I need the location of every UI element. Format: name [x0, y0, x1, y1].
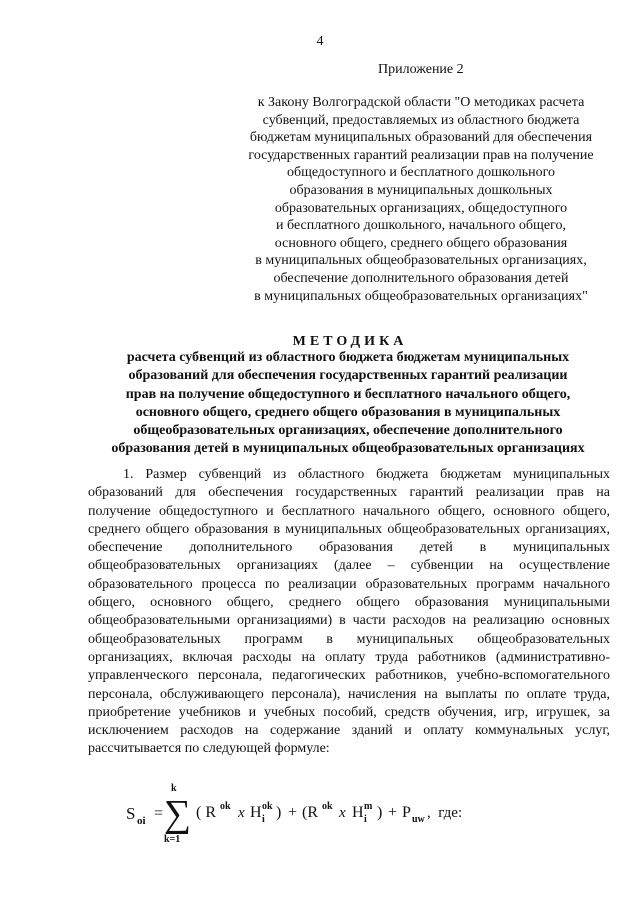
appendix-reference-line: и бесплатного дошкольного, начального общего,: [276, 218, 566, 234]
appendix-reference: [232, 94, 610, 305]
subtitle-line: общеобразовательных организациях, обеспечение дополнительного: [133, 423, 563, 439]
formula-sum-lower: k=1: [164, 834, 181, 845]
formula-term1-h-sup: ok: [262, 801, 273, 812]
appendix-reference-line: образовательных организациях, общедоступного: [274, 200, 568, 216]
formula-lhs-sub: oi: [137, 815, 146, 827]
subtitle-line: расчета субвенций из областного бюджета бюджетам муниципальных: [126, 350, 570, 365]
formula-term2-h-sub: i: [364, 814, 367, 825]
formula-p-sub: uw: [412, 814, 425, 825]
appendix-reference-line: основного общего, среднего общего образования: [274, 235, 568, 251]
appendix-reference-line: государственных гарантий реализации прав на получение: [248, 147, 594, 163]
formula-equals: =: [154, 805, 164, 822]
formula-lhs: S: [126, 804, 136, 823]
subtitle-line: прав на получение общедоступного и бесплатного начального общего,: [125, 386, 571, 402]
formula-term2-times: x: [339, 805, 346, 821]
formula: [124, 780, 564, 850]
formula-term1-open: ( R: [196, 804, 216, 821]
subtitle-line: образования детей в муниципальных общеобразовательных организациях: [111, 441, 585, 457]
formula-sum-upper: k: [171, 783, 177, 794]
formula-term1-h: H: [250, 804, 262, 821]
formula-plus-1: +: [288, 804, 298, 821]
formula-term2-sup: ok: [322, 801, 333, 812]
formula-tail: , где:: [427, 805, 463, 821]
appendix-reference-line: бюджетам муниципальных образований для обеспечения: [249, 130, 593, 146]
appendix-reference-line: общедоступного и бесплатного дошкольного: [286, 165, 556, 181]
document-heading: МЕТОДИКА: [292, 334, 408, 349]
appendix-reference-line: субвенций, предоставляемых из областного бюджета: [262, 112, 580, 128]
appendix-reference-line: в муниципальных общеобразовательных организациях": [254, 288, 588, 304]
page-number: 4: [316, 34, 324, 49]
document-subtitle: [88, 349, 608, 459]
formula-term2-close: ): [377, 804, 383, 821]
appendix-reference-line: в муниципальных общеобразовательных организациях,: [255, 253, 587, 269]
formula-term1-sup: ok: [220, 801, 231, 812]
appendix-reference-line: образования в муниципальных дошкольных: [289, 182, 553, 198]
sigma-symbol: ∑: [164, 793, 192, 835]
formula-term2-open: (R: [302, 804, 318, 821]
formula-p: P: [402, 804, 411, 821]
formula-term2-h-sup: m: [364, 801, 373, 812]
subtitle-line: основного общего, среднего общего образования в муниципальных: [135, 404, 561, 420]
appendix-reference-line: к Закону Волгоградской области "О методиках расчета: [257, 95, 585, 110]
formula-term1-h-sub: i: [262, 814, 265, 825]
appendix-reference-line: обеспечение дополнительного образования детей: [273, 270, 569, 286]
formula-plus-2: +: [388, 804, 398, 821]
paragraph-1: 1. Размер субвенций из областного бюджета бюджетам муниципальных образований для обеспечения государственных гарантий реализации прав на получение общедоступного и бесплатного начального общего, основного общего, среднего общего образования в муниципальных общеобразовательных организациях, обеспечение дополнительного образования детей в муниципальных общеобразовательных организациях (далее – субвенции на осуществление образовательного процесса по реализации образовательных программ начального общего, основного общего, среднего общего образования муниципальными общеобразовательными организациями) в части расходов на реализацию основных общеобразовательных программ в муниципальных общеобразовательных организациях, включая расходы на оплату труда работников (административно-управленческого персонала, педагогических работников, учебно-вспомогательного персонала, обслуживающего персонала), начисления на выплаты по оплате труда, приобретение учебников и учебных пособий, средств обучения, игр, игрушек, за исключением расходов на содержание зданий и оплату коммунальных услуг, рассчитывается по следующей формуле:: [88, 467, 610, 757]
formula-term2-h: H: [352, 804, 364, 821]
formula-term1-times: x: [238, 805, 245, 821]
formula-term1-close: ): [276, 804, 282, 821]
subtitle-line: образований для обеспечения государственных гарантий реализации: [128, 368, 568, 384]
appendix-title: Приложение 2: [378, 62, 464, 77]
